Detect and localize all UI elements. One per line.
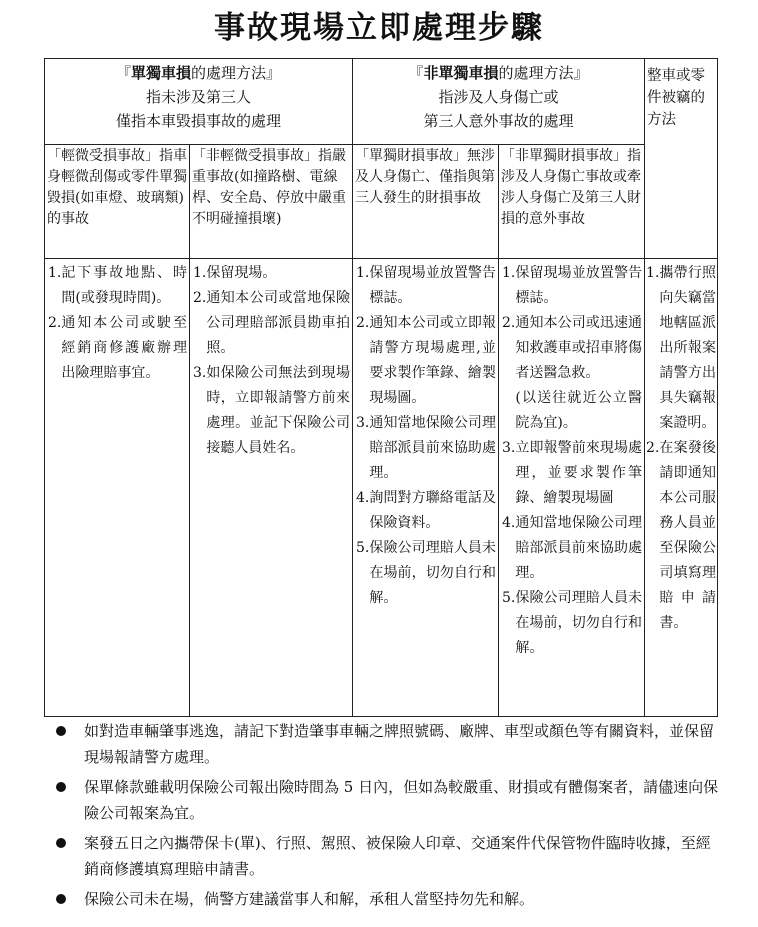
step-text: 保險公司理賠人員未在場前，切勿自行和解。 (515, 590, 643, 656)
step-num: 1. (356, 265, 370, 281)
note-item (50, 886, 722, 912)
step-num: 1. (48, 265, 62, 281)
step-num: 3. (356, 415, 370, 431)
step-item (48, 311, 187, 386)
nonsingle-damage-header (353, 59, 645, 145)
nonsingle-line3: 第三人意外事故的處理 (423, 112, 574, 130)
step-text: 通知當地保險公司理賠部派員前來協助處理。 (369, 415, 497, 481)
step-item (356, 261, 496, 311)
step-item (356, 536, 496, 611)
note-item (50, 830, 722, 882)
step-text: 通知本公司或當地保險公司理賠部派員勘車拍照。 (206, 290, 351, 356)
subheader-minor: 「輕微受損事故」指車身輕微刮傷或零件單獨毀損(如車燈、玻璃類)的事故 (45, 145, 190, 259)
highlight-nonsingle: 非單獨車損 (423, 64, 499, 82)
header-rest: 的處理方法』 (191, 64, 282, 82)
note-text: 保險公司未在場，倘警方建議當事人和解，承租人當堅持勿先和解。 (84, 890, 535, 908)
step-num: 4. (502, 515, 516, 531)
step-num: 3. (193, 365, 207, 381)
page-title: 事故現場立即處理步驟 (214, 10, 544, 46)
step-item (48, 261, 187, 311)
step-num: 5. (502, 590, 516, 606)
single-line2: 指未涉及第三人 (146, 88, 252, 106)
step-num: 3. (502, 440, 516, 456)
col3-steps (353, 259, 499, 717)
subheader-property: 「單獨財損事故」無涉及人身傷亡、僅指與第三人發生的財損事故 (353, 145, 499, 259)
col4-steps (499, 259, 645, 717)
procedure-table (44, 58, 718, 717)
step-item (502, 261, 642, 311)
notes-list (50, 718, 722, 916)
step-text: 如保險公司無法到現場時，立即報請警方前來處理。並記下保險公司接聽人員姓名。 (206, 365, 351, 456)
step-text: 攜帶行照向失竊當地轄區派出所報案請警方出具失竊報案證明。 (659, 265, 717, 431)
step-num: 2. (48, 315, 62, 331)
step-item (356, 486, 496, 536)
step-text: 保留現場。 (206, 265, 277, 281)
step-num: 1. (502, 265, 516, 281)
step-item (646, 261, 716, 436)
col1-steps (45, 259, 190, 717)
note-item (50, 718, 722, 770)
step-item (502, 511, 642, 586)
step-text: 通知本公司或駛至經銷商修護廠辦理出險理賠事宜。 (61, 315, 187, 381)
step-num: 1. (193, 265, 207, 281)
note-text: 案發五日之內攜帶保卡(單)、行照、駕照、被保險人印章、交通案件代保管物件臨時收據，至經銷商修護填寫理賠申請書。 (84, 834, 711, 878)
step-text: 詢問對方聯絡電話及保險資料。 (369, 490, 497, 531)
quote-mark: 『 (115, 64, 131, 82)
step-text: 通知本公司或立即報請警方現場處理,並要求製作筆錄、繪製現場圖。 (369, 315, 497, 406)
step-text: 保留現場並放置警告標誌。 (369, 265, 497, 306)
subheader-non-property: 「非單獨財損事故」指涉及人身傷亡事故或牽涉人身傷亡及第三人財損的意外事故 (499, 145, 645, 259)
note-text: 保單條款雖載明保險公司報出險時間為 5 日內，但如為較嚴重、財損或有體傷案者，請儘速向保險公司報案為宜。 (84, 778, 719, 822)
step-item (193, 261, 350, 286)
step-text: 通知本公司或迅速通知救護車或招車將傷者送醫急救。 (515, 315, 643, 381)
note-item (50, 774, 722, 826)
col5-steps (645, 259, 718, 717)
step-item (193, 286, 350, 361)
step-item (646, 436, 716, 636)
bullet-icon (56, 726, 66, 736)
step-num: 2. (356, 315, 370, 331)
step-num: 2. (193, 290, 207, 306)
step-item (502, 436, 642, 511)
subheader-non-minor: 「非輕微受損事故」指嚴重事故(如撞路樹、電線桿、安全島、停放中嚴重不明碰撞損壞) (190, 145, 353, 259)
step-text: 記下事故地點、時間(或發現時間)。 (61, 265, 187, 306)
nonsingle-line2: 指涉及人身傷亡或 (438, 88, 559, 106)
step-item (193, 361, 350, 461)
step-num: 5. (356, 540, 370, 556)
step-item (356, 411, 496, 486)
step-text: 通知當地保險公司理賠部派員前來協助處理。 (515, 515, 643, 581)
header-rest: 的處理方法』 (498, 64, 589, 82)
step-text: 立即報警前來現場處理，並要求製作筆錄、繪製現場圖 (515, 440, 643, 506)
step-text: 保險公司理賠人員未在場前，切勿自行和解。 (369, 540, 497, 606)
single-line3: 僅指本車毀損事故的處理 (116, 112, 282, 130)
quote-mark: 『 (408, 64, 424, 82)
step-item (502, 311, 642, 436)
step-note: (以送往就近公立醫院為宜)。 (515, 390, 643, 431)
step-num: 2. (646, 440, 660, 456)
step-num: 4. (356, 490, 370, 506)
single-damage-header (45, 59, 353, 145)
note-text: 如對造車輛肇事逃逸，請記下對造肇事車輛之牌照號碼、廠牌、車型或顏色等有關資料，並保留現場報請警方處理。 (84, 722, 715, 766)
step-item (502, 586, 642, 661)
theft-header: 整車或零件被竊的方法 (645, 59, 718, 259)
bullet-icon (56, 838, 66, 848)
step-text: 在案發後請即通知本公司服務人員並至保險公司填寫理賠申請書。 (659, 440, 717, 631)
step-num: 2. (502, 315, 516, 331)
bullet-icon (56, 782, 66, 792)
step-text: 保留現場並放置警告標誌。 (515, 265, 643, 306)
step-item (356, 311, 496, 411)
col2-steps (190, 259, 353, 717)
highlight-single: 單獨車損 (131, 64, 192, 82)
step-num: 1. (646, 265, 660, 281)
bullet-icon (56, 894, 66, 904)
